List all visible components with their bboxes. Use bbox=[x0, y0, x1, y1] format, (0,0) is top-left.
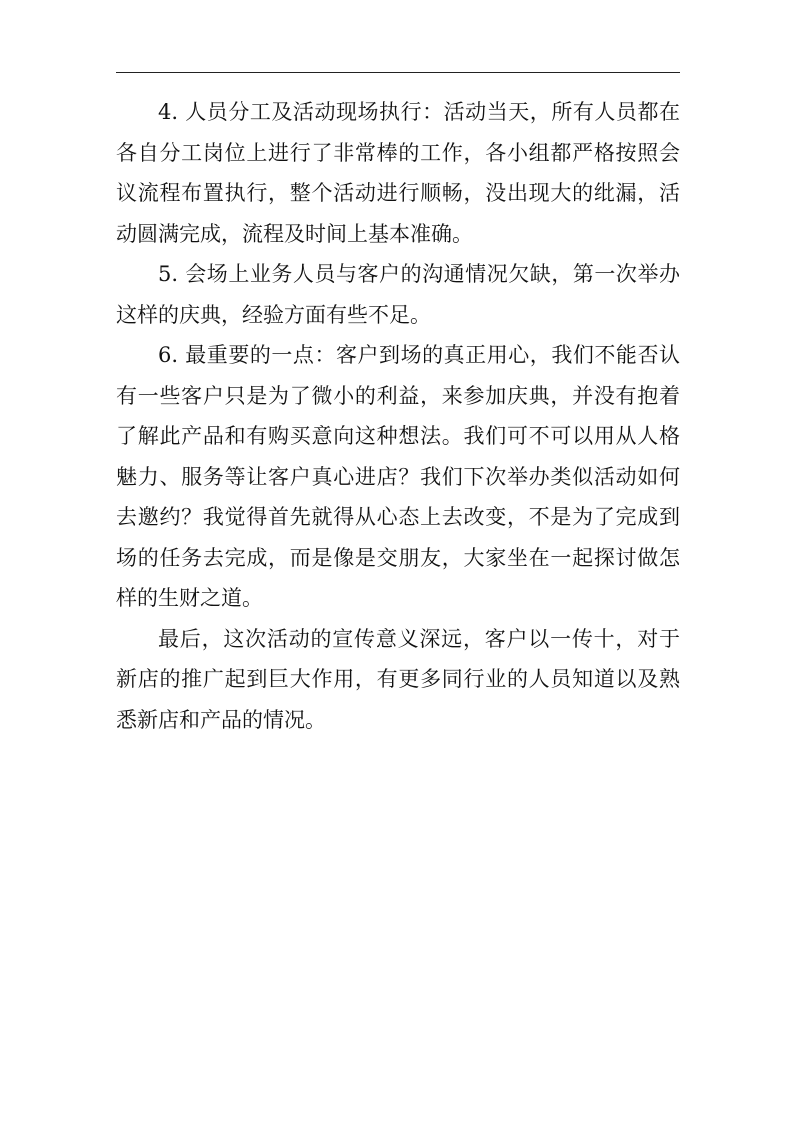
paragraph-communication: 5. 会场上业务人员与客户的沟通情况欠缺，第一次举办这样的庆典，经验方面有些不足。 bbox=[116, 262, 680, 327]
header-rule bbox=[116, 72, 680, 73]
paragraph-staff-execution: 4. 人员分工及活动现场执行：活动当天，所有人员都在各自分工岗位上进行了非常棒的工作，各小组都严格按照会议流程布置执行，整个活动进行顺畅，没出现大的纰漏，活动圆满完成，流程及时间上基本准确。 bbox=[116, 100, 680, 246]
paragraph-conclusion: 最后，这次活动的宣传意义深远，客户以一传十，对于新店的推广起到巨大作用，有更多同行业的人员知道以及熟悉新店和产品的情况。 bbox=[116, 626, 680, 732]
document-body bbox=[116, 92, 680, 740]
paragraph-customer-intent: 6. 最重要的一点：客户到场的真正用心，我们不能否认有一些客户只是为了微小的利益，来参加庆典，并没有抱着了解此产品和有购买意向这种想法。我们可不可以用从人格魅力、服务等让客户真心进店？我们下次举办类似活动如何去邀约？我觉得首先就得从心态上去改变，不是为了完成到场的任务去完成，而是像是交朋友，大家坐在一起探讨做怎样的生财之道。 bbox=[116, 343, 680, 610]
